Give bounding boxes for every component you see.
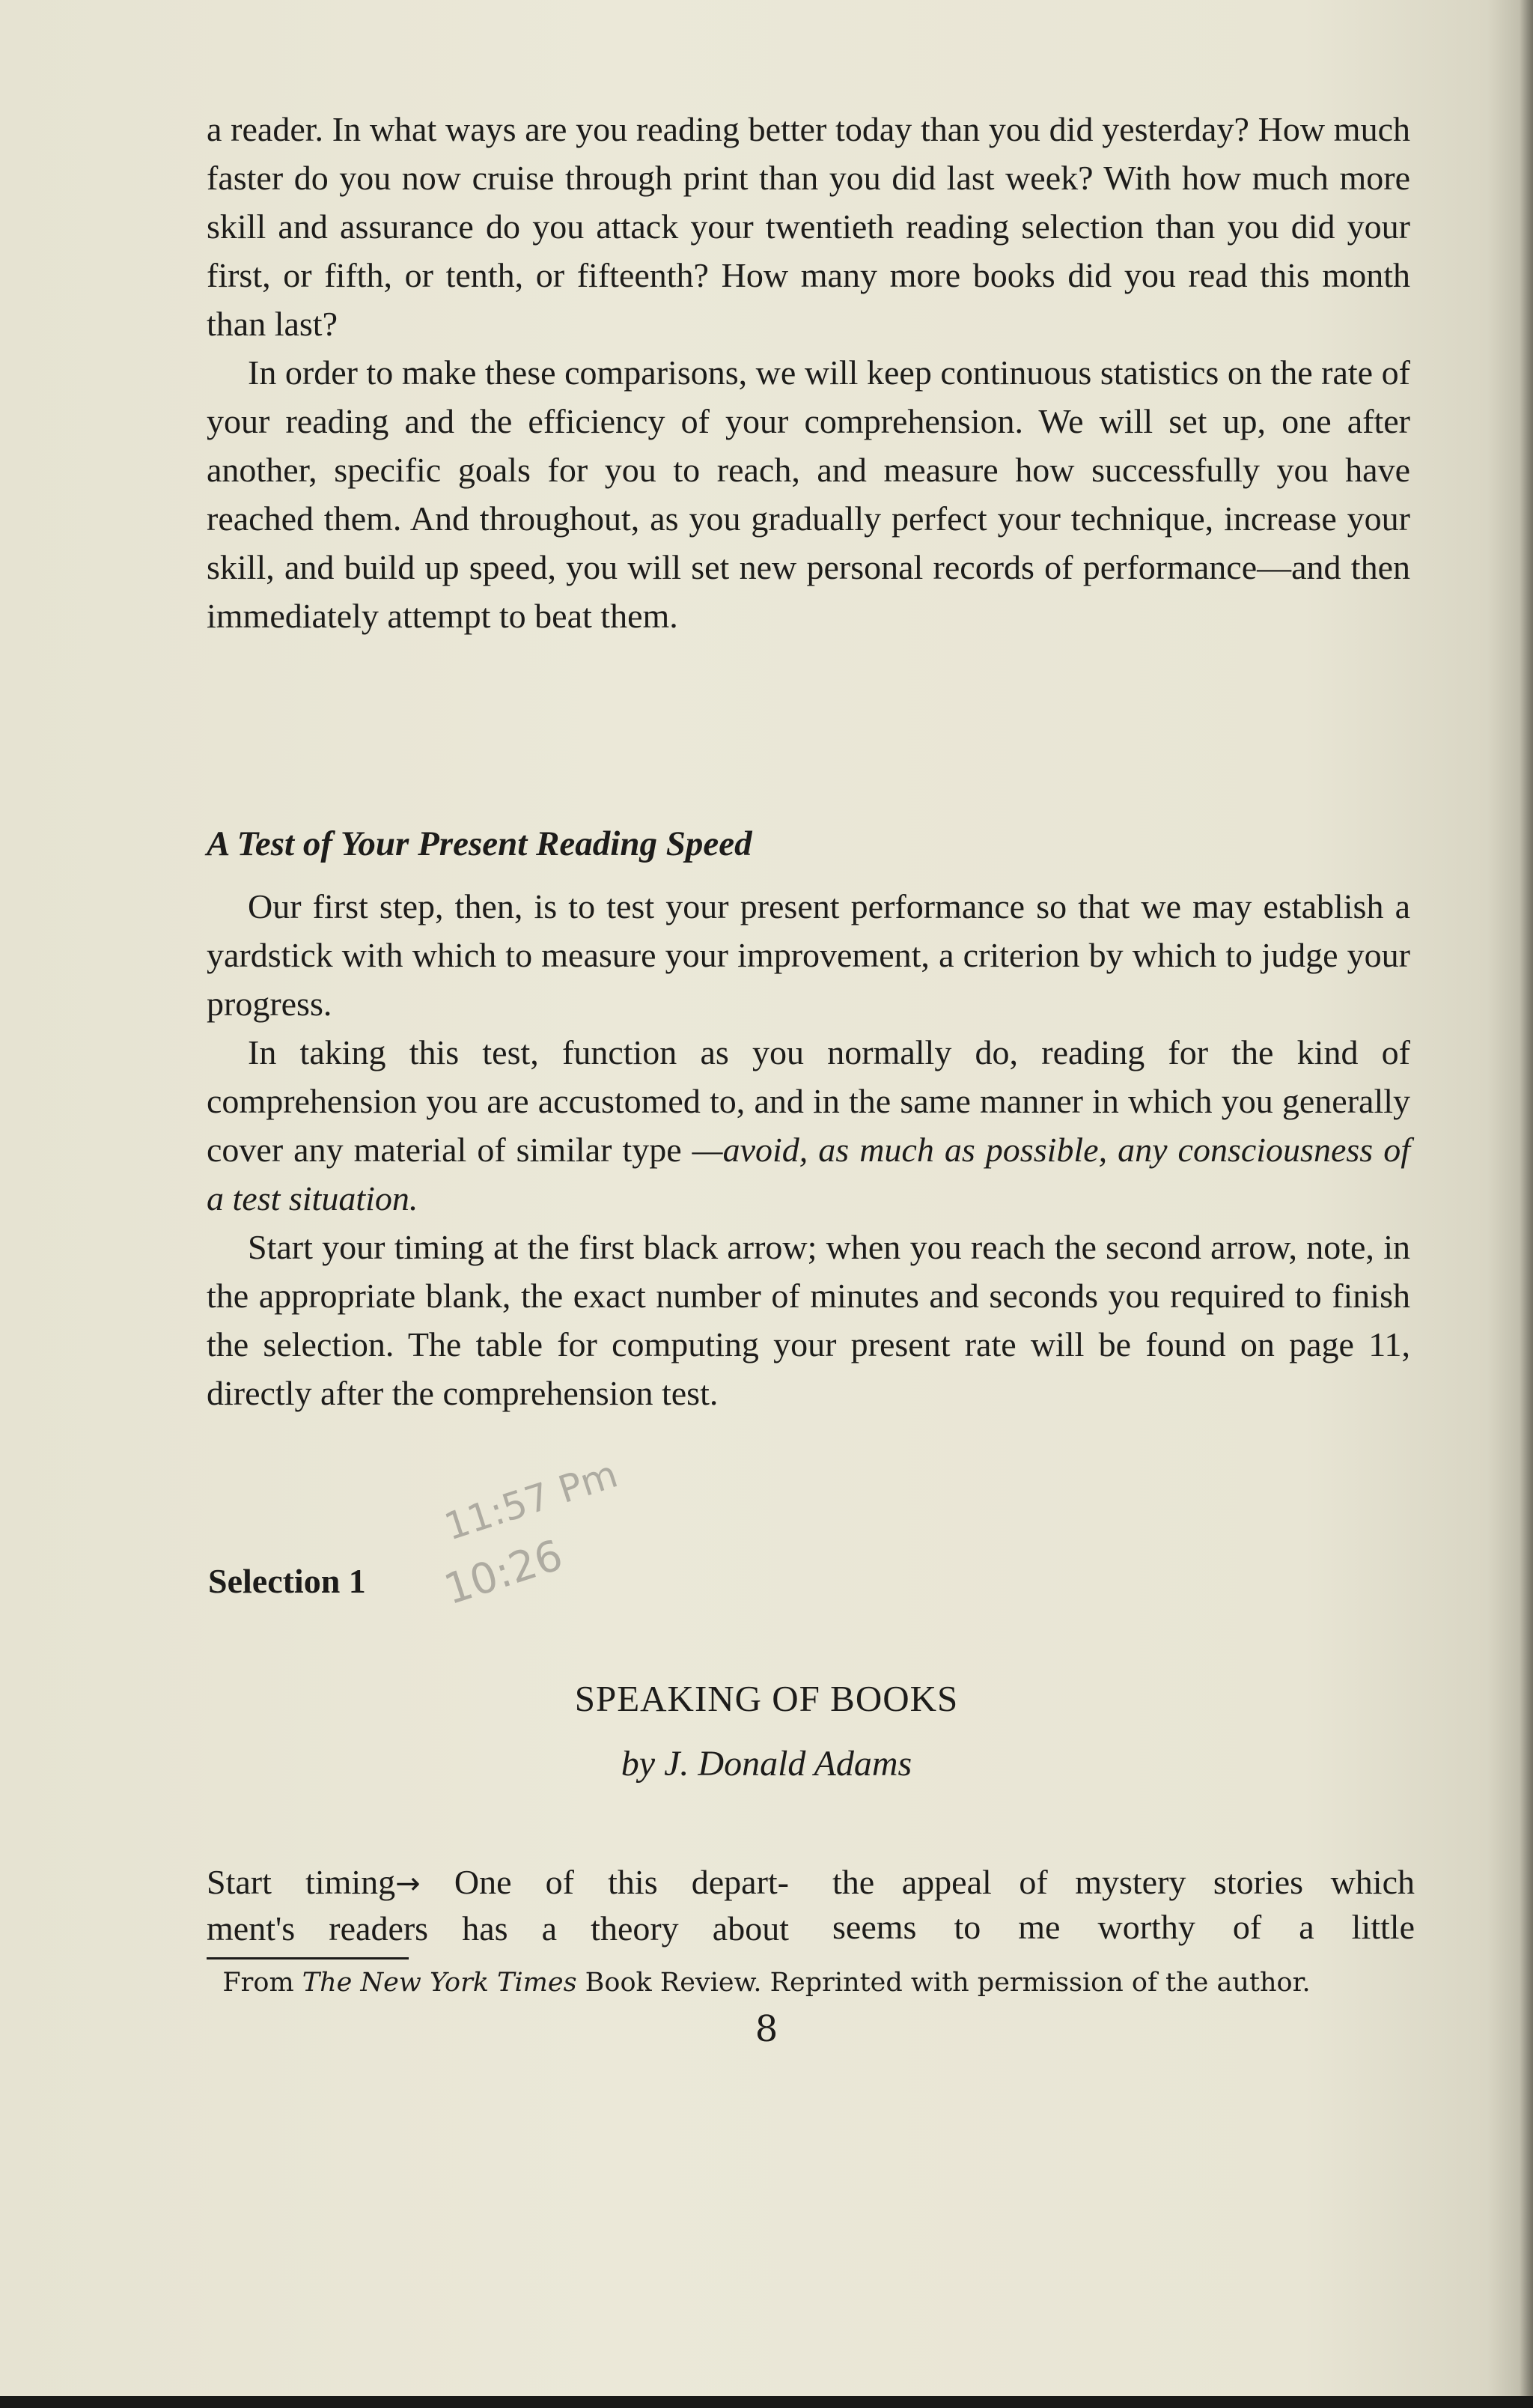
start-arrow-icon: → [395, 1867, 421, 1901]
section-heading: A Test of Your Present Reading Speed [207, 824, 752, 863]
taking-test-emphasis: —avoid, as much as possible, any consciousness of a test situation. [207, 1131, 1410, 1217]
paragraph-continued: a reader. In what ways are you reading better today than you did yesterday? How much faster do you now cruise through print than you did last week? With how much more skill and assurance do you attack your twentieth reading selection than you did your first, or fifth, or tenth, or fifteenth? How many more books did you read this month than last? [207, 110, 1410, 343]
page-bottom-edge [0, 2396, 1533, 2408]
handwritten-time-end: 10:26 [438, 1530, 569, 1615]
page-number: 8 [755, 2008, 778, 2050]
article-author: by J. Donald Adams [621, 1744, 912, 1784]
footnote-source: The New York Times [302, 1968, 577, 1998]
footnote-suffix: Book Review. Reprinted with permission of the author. [576, 1968, 1311, 1998]
footnote [0, 1968, 1533, 1998]
right-column-line-1: the appeal of mystery stories which [832, 1863, 1415, 1901]
right-column-line-2: seems to me worthy of a little [832, 1908, 1415, 1946]
article-column-left [207, 1860, 789, 1951]
paragraph-first-step: Our first step, then, is to test your present performance so that we may establish a yardstick with which to measure your improvement, a criterion by which to judge your progress. [207, 887, 1410, 1023]
paragraph-start-timing: Start your timing at the first black arrow; when you reach the second arrow, note, in the appropriate blank, the exact number of minutes and seconds you required to finish the selection. The table for computing your present rate will be found on page 11, directly after the comprehension test. [207, 1228, 1410, 1412]
footnote-prefix: From [222, 1968, 302, 1998]
test-instructions-block [207, 882, 1410, 1417]
page-edge-shadow [1520, 0, 1533, 2408]
paragraph-comparisons: In order to make these comparisons, we will keep continuous statistics on the rate of your reading and the efficiency of your comprehension. We will set up, one after another, specific goals for you to reach, and measure how successfully you have reached them. And throughout, as you gradually perfect your technique, increase your skill, and build up speed, you will set new personal records of performance—and then immediately attempt to beat them. [207, 353, 1410, 635]
footnote-rule [207, 1957, 409, 1959]
left-line-1-text: One of this depart- [420, 1863, 790, 1901]
start-timing-label: Start timing [207, 1863, 396, 1901]
paragraph-taking-test [207, 1028, 1410, 1223]
article-column-right [832, 1860, 1415, 1950]
left-column-line-1 [207, 1860, 789, 1906]
handwritten-time-start: 11:57 Pm [439, 1452, 623, 1549]
left-column-line-2: ment's readers has a theory about [207, 1909, 789, 1948]
article-title: SPEAKING OF BOOKS [574, 1678, 959, 1719]
taking-test-text: In taking this test, function as you normally do, reading for the kind of comprehension you are accustomed to, and in the same manner in which you generally cover any material of similar type [207, 1033, 1410, 1169]
selection-label: Selection 1 [208, 1562, 366, 1600]
intro-text-block [207, 105, 1410, 640]
